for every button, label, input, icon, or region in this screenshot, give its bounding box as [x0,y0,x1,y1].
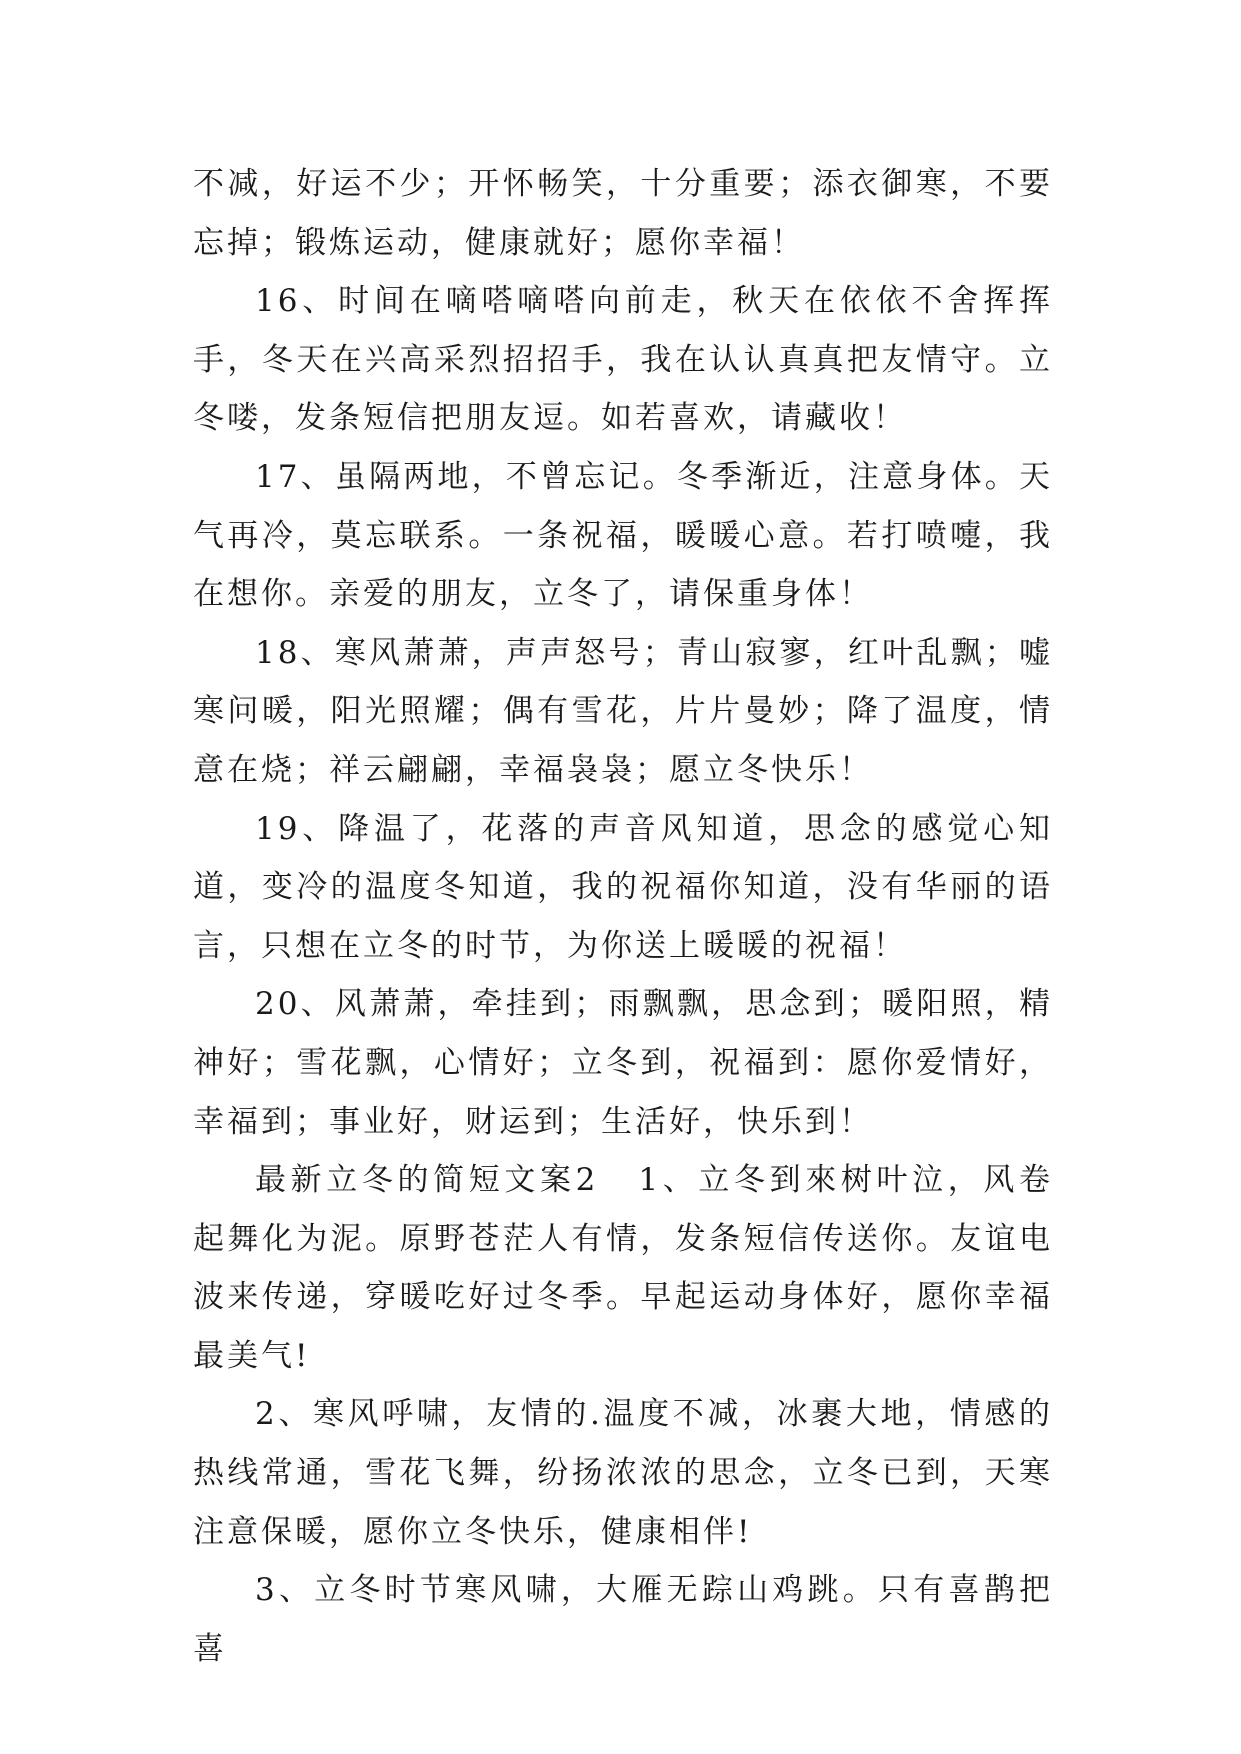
paragraph-item-20: 20、风萧萧，牵挂到；雨飘飘，思念到；暖阳照，精神好；雪花飘，心情好；立冬到，祝福到：愿你爱情好，幸福到；事业好，财运到；生活好，快乐到！ [193,986,1053,1140]
paragraph-item-16: 16、时间在嘀嗒嘀嗒向前走，秋天在依依不舍挥挥手，冬天在兴高采烈招招手，我在认认真真把友情守。立冬喽，发条短信把朋友逗。如若喜欢，请藏收！ [193,283,1053,437]
paragraph-item-17: 17、虽隔两地，不曾忘记。冬季渐近，注意身体。天气再冷，莫忘联系。一条祝福，暖暖心意。若打喷嚏，我在想你。亲爱的朋友，立冬了，请保重身体！ [193,458,1053,613]
paragraph-continuation: 不减，好运不少；开怀畅笑，十分重要；添衣御寒，不要忘掉；锻炼运动，健康就好；愿你幸福！ [193,166,1053,261]
paragraph-item-2: 2、寒风呼啸，友情的.温度不减，冰裹大地，情感的热线常通，雪花飞舞，纷扬浓浓的思念，立冬已到，天寒注意保暖，愿你立冬快乐，健康相伴! [193,1396,1053,1550]
section-paragraph [193,1151,1053,1385]
paragraph-item-18: 18、寒风萧萧，声声怒号；青山寂寥，红叶乱飘；嘘寒问暖，阳光照耀；偶有雪花，片片曼妙；降了温度，情意在烧；祥云翩翩，幸福袅袅；愿立冬快乐！ [193,634,1053,788]
paragraph-item-3: 3、立冬时节寒风啸，大雁无踪山鸡跳。只有喜鹊把喜 [193,1572,1053,1667]
section-heading: 最新立冬的简短文案2 [255,1162,599,1199]
document-body [193,155,1053,1678]
section-item-1: 1、立冬到來树叶泣，风卷起舞化为泥。原野苍茫人有情，发条短信传送你。友谊电波来传递，穿暖吃好过冬季。早起运动身体好，愿你幸福最美气! [193,1162,1053,1374]
paragraph-item-19: 19、降温了，花落的声音风知道，思念的感觉心知道，变冷的温度冬知道，我的祝福你知道，没有华丽的语言，只想在立冬的时节，为你送上暖暖的祝福！ [193,810,1053,964]
